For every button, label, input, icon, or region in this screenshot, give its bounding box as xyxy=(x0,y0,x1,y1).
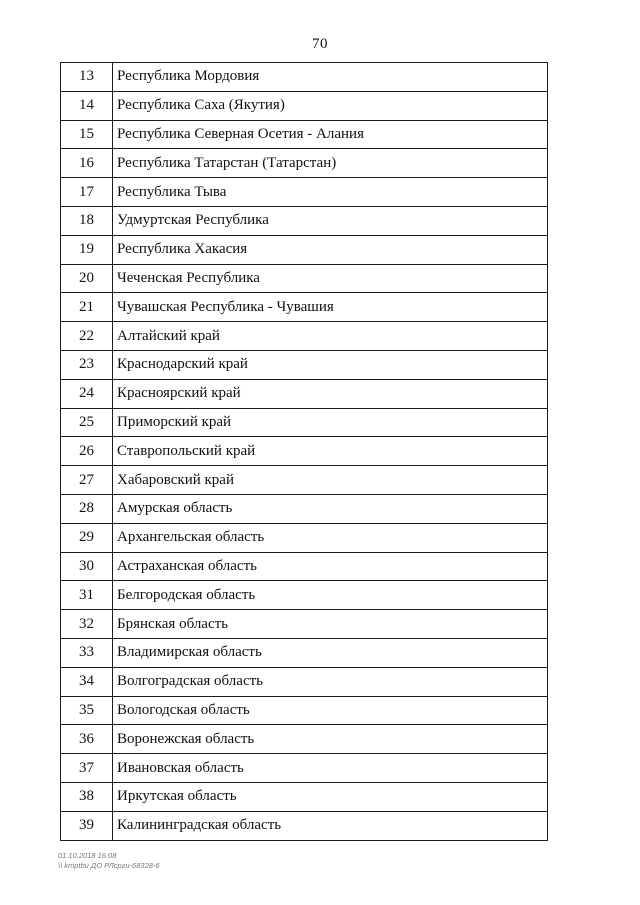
region-name: Воронежская область xyxy=(113,725,548,754)
region-name: Брянская область xyxy=(113,610,548,639)
row-number: 22 xyxy=(61,322,113,351)
document-footer xyxy=(58,851,160,871)
region-name: Алтайский край xyxy=(113,322,548,351)
footer-timestamp: 01.10.2018 16:08 xyxy=(58,851,117,860)
region-name: Астраханская область xyxy=(113,552,548,581)
row-number: 20 xyxy=(61,264,113,293)
table-row xyxy=(61,667,548,696)
row-number: 30 xyxy=(61,552,113,581)
row-number: 38 xyxy=(61,782,113,811)
row-number: 32 xyxy=(61,610,113,639)
table-row xyxy=(61,235,548,264)
region-name: Республика Северная Осетия - Алания xyxy=(113,120,548,149)
table-row xyxy=(61,379,548,408)
region-name: Волгоградская область xyxy=(113,667,548,696)
row-number: 34 xyxy=(61,667,113,696)
table-row xyxy=(61,610,548,639)
region-name: Архангельская область xyxy=(113,523,548,552)
row-number: 33 xyxy=(61,638,113,667)
row-number: 18 xyxy=(61,206,113,235)
table-row xyxy=(61,293,548,322)
region-name: Иркутская область xyxy=(113,782,548,811)
table-row xyxy=(61,552,548,581)
row-number: 27 xyxy=(61,466,113,495)
table-row xyxy=(61,725,548,754)
region-name: Республика Хакасия xyxy=(113,235,548,264)
row-number: 37 xyxy=(61,754,113,783)
footer-document-path: \\ kmptbu ДО РЛсрги-68328-6 xyxy=(58,861,160,870)
table-row xyxy=(61,696,548,725)
table-row xyxy=(61,581,548,610)
region-name: Ставропольский край xyxy=(113,437,548,466)
region-name: Ивановская область xyxy=(113,754,548,783)
region-name: Калининградская область xyxy=(113,811,548,840)
row-number: 39 xyxy=(61,811,113,840)
row-number: 35 xyxy=(61,696,113,725)
table-row xyxy=(61,264,548,293)
row-number: 14 xyxy=(61,91,113,120)
table-row xyxy=(61,466,548,495)
region-name: Владимирская область xyxy=(113,638,548,667)
table-row xyxy=(61,91,548,120)
table-row xyxy=(61,120,548,149)
table-row xyxy=(61,63,548,92)
row-number: 19 xyxy=(61,235,113,264)
row-number: 15 xyxy=(61,120,113,149)
table-row xyxy=(61,754,548,783)
row-number: 25 xyxy=(61,408,113,437)
region-name: Хабаровский край xyxy=(113,466,548,495)
region-name: Вологодская область xyxy=(113,696,548,725)
region-name: Республика Мордовия xyxy=(113,63,548,92)
table-row xyxy=(61,811,548,840)
table-row xyxy=(61,638,548,667)
region-name: Удмуртская Республика xyxy=(113,206,548,235)
table-row xyxy=(61,322,548,351)
row-number: 28 xyxy=(61,494,113,523)
row-number: 31 xyxy=(61,581,113,610)
regions-table-body xyxy=(61,63,548,841)
table-row xyxy=(61,350,548,379)
row-number: 24 xyxy=(61,379,113,408)
table-row xyxy=(61,523,548,552)
row-number: 23 xyxy=(61,350,113,379)
regions-table xyxy=(60,62,548,841)
region-name: Чувашская Республика - Чувашия xyxy=(113,293,548,322)
row-number: 29 xyxy=(61,523,113,552)
row-number: 36 xyxy=(61,725,113,754)
page-number: 70 xyxy=(312,36,328,52)
row-number: 16 xyxy=(61,149,113,178)
row-number: 13 xyxy=(61,63,113,92)
region-name: Республика Саха (Якутия) xyxy=(113,91,548,120)
row-number: 17 xyxy=(61,178,113,207)
table-row xyxy=(61,408,548,437)
region-name: Республика Татарстан (Татарстан) xyxy=(113,149,548,178)
table-row xyxy=(61,178,548,207)
region-name: Республика Тыва xyxy=(113,178,548,207)
region-name: Амурская область xyxy=(113,494,548,523)
table-row xyxy=(61,782,548,811)
region-name: Чеченская Республика xyxy=(113,264,548,293)
region-name: Красноярский край xyxy=(113,379,548,408)
table-row xyxy=(61,206,548,235)
region-name: Приморский край xyxy=(113,408,548,437)
table-row xyxy=(61,437,548,466)
row-number: 21 xyxy=(61,293,113,322)
region-name: Краснодарский край xyxy=(113,350,548,379)
region-name: Белгородская область xyxy=(113,581,548,610)
table-row xyxy=(61,494,548,523)
table-row xyxy=(61,149,548,178)
row-number: 26 xyxy=(61,437,113,466)
